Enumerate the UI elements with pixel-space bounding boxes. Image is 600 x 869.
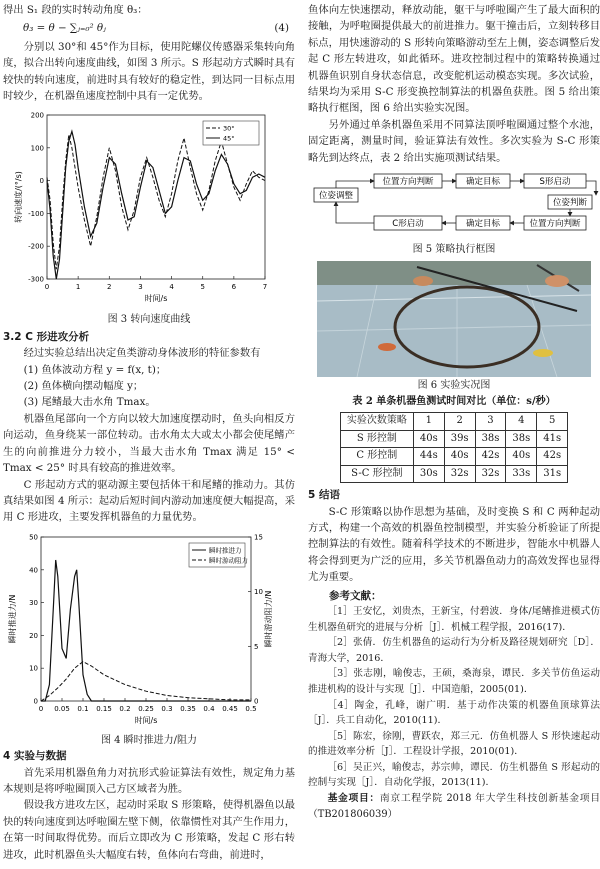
paragraph: 鱼体向左快速摆动，释放动能，躯干与呼啦圈产生了最大面积的接触，为呼啦圈提供最大的前进推力。躯干撞击后，立刻转移目标点，用快速游动的 S 形转向策略游动至左上侧，姿态调整后发起 C 形左转进攻，如此循环。进攻控制过程中的策略转换通过机器鱼识别自身状态信息，改变舵机运动模态实现。多次试验，结果均为采用 S-C 形变换控制算法的机器鱼获胜。图 5 给出策略执行框图，图 6 给出实验实况图。 — [308, 4, 600, 115]
table-2-title: 表 2 单条机器鱼测试时间对比（单位：s/秒） — [352, 396, 556, 408]
x-tick-label: 6 — [231, 283, 237, 292]
paragraph: 首先采用机器鱼角力对抗形式验证算法有效性，规定角力基本规则是将呼啦圈顶入己方区域者为胜。 — [3, 766, 295, 795]
box-c-start — [374, 216, 442, 230]
box-label: 位姿调整 — [318, 191, 354, 202]
x-tick-label: 0 — [38, 704, 44, 713]
table-cell: 44s — [413, 448, 444, 465]
table-cell: 42s — [475, 448, 506, 465]
table-cell: 38s — [475, 430, 506, 447]
y-axis-label: 转向速度/(°/s) — [14, 171, 23, 224]
x-tick-label: 7 — [262, 283, 268, 292]
y-tick-label: 10 — [29, 664, 38, 673]
table-cell: 38s — [506, 430, 537, 447]
list-item: (3) 尾鳍最大击水角 Tmax。 — [23, 396, 156, 409]
y-tick-label: 0 — [39, 177, 44, 186]
x-tick-label: 4 — [169, 283, 174, 292]
y-tick-label: 40 — [29, 566, 38, 575]
box-label: 确定目标 — [465, 219, 501, 230]
table-cell: C 形控制 — [340, 448, 413, 465]
table-row — [340, 430, 567, 447]
box-label: 位置方向判断 — [382, 177, 434, 188]
paragraph: 得出 S₁ 段的实时转动角度 θ₃： — [3, 4, 148, 16]
x-tick-label: 0.15 — [96, 704, 112, 713]
x-axis-label: 时间/s — [134, 715, 158, 725]
table-cell: S 形控制 — [340, 430, 413, 447]
figure-3-caption: 图 3 转向速度曲线 — [107, 313, 191, 325]
table-cell: 40s — [506, 448, 537, 465]
reference-item: ［5］陈宏，徐刚，曹跃农，郑三元．仿鱼机器人 S 形快速起动的推进效率分析［J］．工程设计学报，2010(01)． — [308, 730, 600, 758]
x-tick-label: 5 — [200, 283, 205, 292]
box-pos-adjust — [314, 188, 358, 202]
reference-list — [308, 604, 600, 791]
table-header-cell: 1 — [413, 413, 444, 430]
legend-label: 30° — [223, 124, 235, 133]
series-line — [47, 135, 265, 270]
equation-text: θ₃ = θ − ∑ⱼ₌₀² θⱼ — [23, 22, 106, 35]
reference-item: ［2］张倩．仿生机器鱼的运动行为分析及路径规划研究［D］．青海大学，2016． — [308, 637, 600, 664]
paragraph: 假设我方进攻左区，起动时采取 S 形策略，使得机器鱼以最快的转向速度到达呼啦圈左壁下侧，依靠惯性对其产生作用力，在第一时间取得优势。而后立即改为 C 形策略，发起 C 形右转进攻，此时机器鱼头大幅度右转，鱼体向右弯曲，前进时， — [3, 799, 295, 861]
box-pos-judge — [548, 195, 592, 209]
box-confirm-target-top — [456, 174, 510, 188]
x-tick-label: 0.05 — [54, 704, 70, 713]
figure-6-caption: 图 6 实验实况图 — [417, 380, 491, 392]
table-cell: 40s — [444, 448, 475, 465]
left-column — [3, 2, 295, 863]
test-time-table — [340, 412, 568, 483]
x-tick-label: 0.25 — [138, 704, 154, 713]
x-tick-label: 0.4 — [203, 704, 215, 713]
y-tick-label: 50 — [29, 533, 38, 542]
reference-item: ［4］陶金，孔峰，谢广明．基于动作决策的机器鱼顶球算法［J］．兵工自动化，2010(11)． — [308, 699, 600, 727]
strategy-flowchart — [308, 170, 600, 238]
legend-label: 45° — [223, 134, 235, 143]
table-header-cell: 4 — [506, 413, 537, 430]
x-axis-label: 时间/s — [144, 294, 168, 304]
box-label: 确定目标 — [465, 177, 501, 188]
table-header-cell: 3 — [475, 413, 506, 430]
x-tick-label: 2 — [107, 283, 112, 292]
list-item: (2) 鱼体横向摆动幅度 y； — [23, 380, 144, 393]
box-label: 位置方向判断 — [529, 219, 581, 230]
y-right-tick-label: 15 — [254, 533, 263, 542]
equation-4 — [3, 18, 295, 38]
table-header-row — [340, 413, 567, 430]
y-axis-label: 瞬时推进力/N — [8, 594, 17, 644]
table-header-cell: 实验次数策略 — [340, 413, 413, 430]
table-cell: S-C 形控制 — [340, 465, 413, 482]
paragraph: S-C 形策略以协作思想为基础，及时变换 S 和 C 两种起动方式，构建一个高效的机器鱼控制模型，并实验分析验证了所提控制算法的有效性。随着科学技术的不断进步，智能水中机器人将会得到更为广泛的应用，多关节机器鱼动力的高效发挥也显得尤为重要。 — [308, 505, 600, 584]
figure-4 — [3, 529, 295, 734]
x-tick-label: 0 — [44, 283, 50, 292]
experiment-photo-drawing — [317, 261, 591, 377]
series-line — [41, 560, 251, 701]
x-tick-label: 1 — [75, 283, 81, 292]
box-s-start — [524, 174, 586, 188]
funding-note — [308, 791, 600, 824]
table-row — [340, 465, 567, 482]
table-cell: 41s — [537, 430, 568, 447]
figure-5 — [308, 170, 600, 243]
table-cell: 32s — [475, 465, 506, 482]
x-tick-label: 0.1 — [77, 704, 89, 713]
reference-item: ［6］吴正兴，喻俊志，苏宗帅，谭民．仿生机器鱼 S 形起动的控制与实现［J］．自动化学报，2013(11)． — [308, 761, 600, 789]
x-tick-label: 3 — [138, 283, 143, 292]
table-cell: 32s — [444, 465, 475, 482]
legend-label: 瞬时推进力 — [209, 546, 242, 555]
paragraph: 分别以 30°和 45°作为目标，使用陀螺仪传感器采集转向角度，拟合出转向速度曲线，如图 3 所示。S 形起动方式瞬时具有较快的转向速度，前进时具有较好的稳定性，到达同一目标点用时较少，在机器鱼速度控制中具有一定优势。 — [3, 40, 295, 103]
table-row — [340, 448, 567, 465]
y-tick-label: 20 — [29, 631, 38, 640]
x-tick-label: 0.2 — [119, 704, 131, 713]
figure-3 — [3, 107, 295, 312]
experiment-photo — [317, 261, 591, 377]
table-cell: 31s — [537, 465, 568, 482]
series-line — [41, 661, 251, 700]
table-cell: 30s — [413, 465, 444, 482]
table-cell: 33s — [506, 465, 537, 482]
box-confirm-target-bottom — [456, 216, 510, 230]
figure-5-caption: 图 5 策略执行框图 — [412, 244, 496, 256]
y-right-tick-label: 10 — [254, 587, 263, 596]
steering-speed-chart — [3, 107, 295, 307]
legend-label: 瞬时游动阻力 — [209, 556, 248, 565]
box-set-dir-bottom — [524, 216, 586, 230]
section-4-heading: 4 实验与数据 — [3, 750, 67, 763]
y-tick-label: -100 — [28, 210, 44, 219]
y-tick-label: -200 — [28, 243, 44, 252]
y-right-axis-label: 瞬时游动阻力/N — [264, 590, 273, 648]
y-tick-label: 100 — [30, 144, 44, 153]
equation-number: (4) — [274, 22, 289, 35]
table-header-cell: 2 — [444, 413, 475, 430]
thrust-drag-chart — [3, 529, 295, 729]
table-cell: 39s — [444, 430, 475, 447]
paragraph: C 形起动方式的驱动源主要包括体干和尾鳍的推动力。其仿真结果如图 4 所示：起动后短时间内游动加速度便大幅提高，采用 C 形进攻，主要发挥机器鱼的力量优势。 — [3, 478, 295, 524]
section-3-2-heading: 3.2 C 形进攻分析 — [3, 330, 90, 343]
right-column — [308, 2, 600, 824]
y-tick-label: -300 — [28, 275, 44, 284]
paragraph: 另外通过单条机器鱼采用不同算法顶呼啦圈通过整个水池，固定距离，测量时间，验证算法有效性。多次实验为 S-C 形策略先到达终点，表 2 给出实施项测试结果。 — [308, 118, 600, 164]
reference-item: ［3］张志刚，喻俊志，王硕，桑海泉，谭民．多关节仿鱼运动推进机构的设计与实现［J］．中国造船，2005(01)． — [308, 668, 600, 695]
section-5-heading: 5 结语 — [308, 489, 340, 502]
x-tick-label: 0.3 — [161, 704, 173, 713]
box-label: 位姿判断 — [552, 198, 588, 209]
y-right-tick-label: 5 — [254, 642, 259, 651]
x-tick-label: 0.5 — [245, 704, 257, 713]
y-tick-label: 200 — [30, 111, 44, 120]
x-tick-label: 0.45 — [222, 704, 238, 713]
box-label: C形启动 — [392, 219, 424, 230]
box-set-dir-top — [374, 174, 442, 188]
figure-4-caption: 图 4 瞬时推进力/阻力 — [100, 735, 198, 747]
references-heading: 参考文献： — [329, 589, 382, 602]
table-cell: 42s — [537, 448, 568, 465]
series-line — [47, 132, 265, 280]
funding-text: 南京工程学院 2018 年大学生科技创新基金项目（TB201806039） — [308, 793, 600, 821]
reference-item: ［1］王安忆，刘贵杰，王新宝，付碧波．身体/尾鳍推进模式仿生机器鱼研究的进展与分析［J］．机械工程学报，2016(17)． — [308, 605, 600, 633]
table-cell: 40s — [413, 430, 444, 447]
y-right-tick-label: 0 — [254, 697, 259, 706]
y-tick-label: 0 — [33, 697, 38, 706]
funding-label: 基金项目： — [327, 793, 380, 805]
x-tick-label: 0.35 — [180, 704, 196, 713]
paragraph: 机器鱼尾部向一个方向以较大加速度摆动时，鱼头向相反方向运动，鱼身绕某一部位转动。击水角太大或太小都会使尾鳍产生的向前推进分力较小，当最大击水角 Tmax 满足 15° < Tmax < 25° 时具有较高的推进效率。 — [3, 412, 295, 475]
y-tick-label: 30 — [29, 598, 38, 607]
box-label: S形启动 — [539, 177, 571, 188]
paragraph: 经过实验总结出决定鱼类游动身体波形的特征参数有 — [23, 347, 261, 360]
list-item: (1) 鱼体波动方程 y = f(x, t)； — [23, 363, 167, 376]
table-header-cell: 5 — [537, 413, 568, 430]
